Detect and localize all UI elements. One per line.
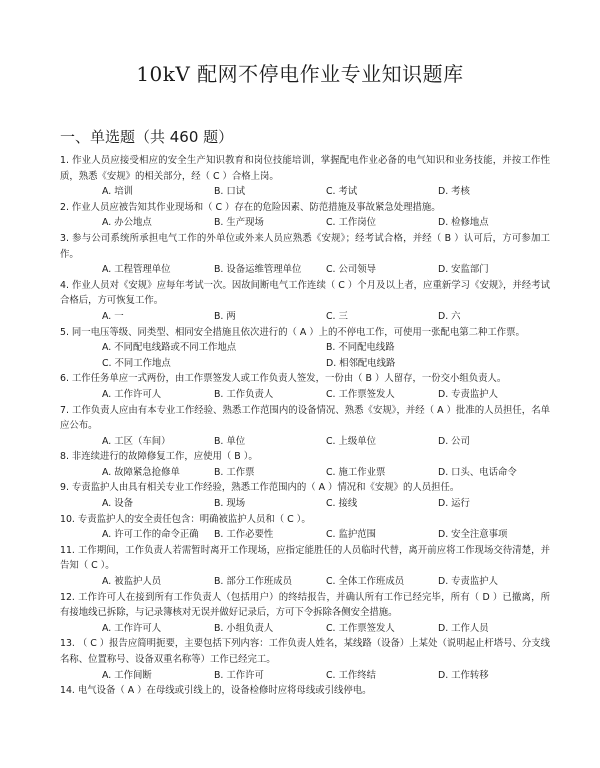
question-options	[60, 184, 550, 200]
option-d: D. 工作人员	[438, 622, 489, 634]
question-options	[60, 621, 550, 637]
option-c: C. 不同工作地点	[102, 357, 171, 369]
option-d: D. 检修地点	[438, 217, 489, 229]
option-d: D. 考核	[438, 186, 470, 198]
question-options	[60, 668, 550, 684]
question-item	[60, 590, 550, 637]
question-options	[60, 309, 550, 325]
option-d: D. 安全注意事项	[438, 529, 508, 541]
option-d: D. 专责监护人	[438, 576, 499, 588]
option-b: B. 工作必要性	[214, 529, 274, 541]
option-a: A. 工作许可人	[102, 622, 162, 634]
question-options	[60, 387, 550, 403]
option-a: A. 办公地点	[102, 217, 152, 229]
option-a: A. 被监护人员	[102, 576, 162, 588]
question-item	[60, 325, 550, 372]
option-c: C. 工作终结	[326, 669, 377, 681]
option-b: B. 工作票	[214, 466, 255, 478]
option-c: C. 全体工作班成员	[326, 576, 405, 588]
option-c: C. 施工作业票	[326, 466, 386, 478]
question-item	[60, 480, 550, 511]
option-d: D. 相邻配电线路	[326, 357, 396, 369]
option-d: D. 工作转移	[438, 669, 489, 681]
question-item	[60, 200, 550, 231]
question-stem: 7. 工作负责人应由有本专业工作经验、熟悉工作范围内的设备情况、熟悉《安规》，并经（ A ）批准的人员担任，名单应公布。	[60, 404, 550, 432]
option-b: B. 工作许可	[214, 669, 264, 681]
option-a: A. 工作许可人	[102, 388, 162, 400]
question-list	[60, 153, 550, 699]
option-d: D. 公司	[438, 435, 470, 447]
option-c: C. 接线	[326, 498, 358, 510]
option-a: A. 故障紧急抢修单	[102, 466, 180, 478]
option-b: B. 设备运维管理单位	[214, 264, 302, 276]
option-c: C. 监护范围	[326, 529, 377, 541]
question-item	[60, 683, 550, 699]
question-stem: 2. 作业人员应被告知其作业现场和（ C ）存在的危险因素、防范措施及事故紧急处理措施。	[60, 201, 441, 213]
question-stem: 12. 工作许可人在接到所有工作负责人（包括用户）的终结报告，并确认所有工作已经完毕，所有（ D ）已撤离，所有接地线已拆除，与记录簿核对无误并做好记录后，方可下令拆除各侧安全措施。	[60, 591, 550, 619]
option-d: D. 口头、电话命令	[438, 466, 517, 478]
option-b: B. 工作负责人	[214, 388, 274, 400]
question-stem: 3. 参与公司系统所承担电气工作的外单位或外来人员应熟悉《安规》；经考试合格，并经（ B ）认可后，方可参加工作。	[60, 232, 550, 260]
question-options	[60, 527, 550, 543]
question-stem: 1. 作业人员应接受相应的安全生产知识教育和岗位技能培训，掌握配电作业必备的电气知识和业务技能，并按工作性质，熟悉《安规》的相关部分，经（ C ）合格上岗。	[60, 155, 550, 182]
option-a: A. 设备	[102, 498, 133, 510]
option-b: B. 小组负责人	[214, 622, 274, 634]
question-item	[60, 512, 550, 543]
option-d: D. 专责监护人	[438, 388, 499, 400]
question-options	[60, 574, 550, 590]
question-item	[60, 278, 550, 325]
question-options	[60, 215, 550, 231]
question-stem: 4. 作业人员对《安规》应每年考试一次。因故间断电气工作连续（ C ）个月及以上者，应重新学习《安规》，并经考试合格后，方可恢复工作。	[60, 279, 550, 307]
option-c: C. 工作票签发人	[326, 388, 395, 400]
question-stem: 10. 专责监护人的安全责任包含：明确被监护人员和（ C ）。	[60, 513, 311, 525]
question-stem: 5. 同一电压等级、同类型、相同安全措施且依次进行的（ A ）上的不停电工作，可使用一张配电第二种工作票。	[60, 326, 525, 338]
question-options	[60, 340, 550, 371]
question-options	[60, 262, 550, 278]
option-a: A. 不同配电线路或不同工作地点	[102, 342, 237, 354]
option-c: C. 工作票签发人	[326, 622, 395, 634]
question-options	[60, 465, 550, 481]
option-c: C. 考试	[326, 186, 358, 198]
question-item	[60, 371, 550, 402]
question-stem: 6. 工作任务单应一式两份，由工作票签发人或工作负责人签发，一份由（ B ）人留存，一份交小组负责人。	[60, 373, 507, 385]
option-b: B. 两	[214, 310, 236, 322]
option-d: D. 运行	[438, 498, 470, 510]
page-title: 10kV 配网不停电作业专业知识题库	[136, 62, 464, 86]
option-c: C. 工作岗位	[326, 217, 377, 229]
question-item	[60, 231, 550, 278]
question-stem: 14. 电气设备（ A ）在母线或引线上的，设备检修时应将母线或引线停电。	[60, 685, 372, 697]
option-a: A. 许可工作的命令正确	[102, 529, 199, 541]
option-d: D. 六	[438, 310, 461, 322]
question-stem: 13. （ C ）报告应简明扼要，主要包括下列内容：工作负责人姓名，某线路（设备）上某处（说明起止杆塔号、分支线名称、位置称号、设备双重名称等）工作已经完工。	[60, 638, 550, 665]
question-options	[60, 434, 550, 450]
option-a: A. 一	[102, 310, 124, 322]
question-options	[60, 496, 550, 512]
option-b: B. 口试	[214, 186, 246, 198]
option-a: A. 培训	[102, 186, 133, 198]
option-b: B. 不同配电线路	[326, 342, 395, 354]
option-c: C. 公司领导	[326, 264, 377, 276]
question-stem: 8. 非连续进行的故障修复工作，应使用（ B ）。	[60, 451, 258, 463]
option-b: B. 现场	[214, 498, 246, 510]
question-stem: 11. 工作期间，工作负责人若需暂时离开工作现场，应指定能胜任的人员临时代替，离开前应将工作现场交待清楚，并告知（ C ）。	[60, 544, 550, 572]
question-item	[60, 153, 550, 200]
option-c: C. 上级单位	[326, 435, 377, 447]
question-item	[60, 449, 550, 480]
section-heading: 一、单选题（共 460 题）	[60, 128, 234, 146]
option-b: B. 生产现场	[214, 217, 264, 229]
option-a: A. 工程管理单位	[102, 264, 171, 276]
option-a: A. 工区（车间）	[102, 435, 171, 447]
question-stem: 9. 专责监护人由具有相关专业工作经验，熟悉工作范围内的（ A ）情况和《安规》的人员担任。	[60, 482, 460, 494]
option-a: A. 工作间断	[102, 669, 152, 681]
question-item	[60, 636, 550, 683]
option-b: B. 部分工作班成员	[214, 576, 293, 588]
option-b: B. 单位	[214, 435, 246, 447]
question-item	[60, 403, 550, 450]
question-item	[60, 543, 550, 590]
option-c: C. 三	[326, 310, 348, 322]
option-d: D. 安监部门	[438, 264, 489, 276]
